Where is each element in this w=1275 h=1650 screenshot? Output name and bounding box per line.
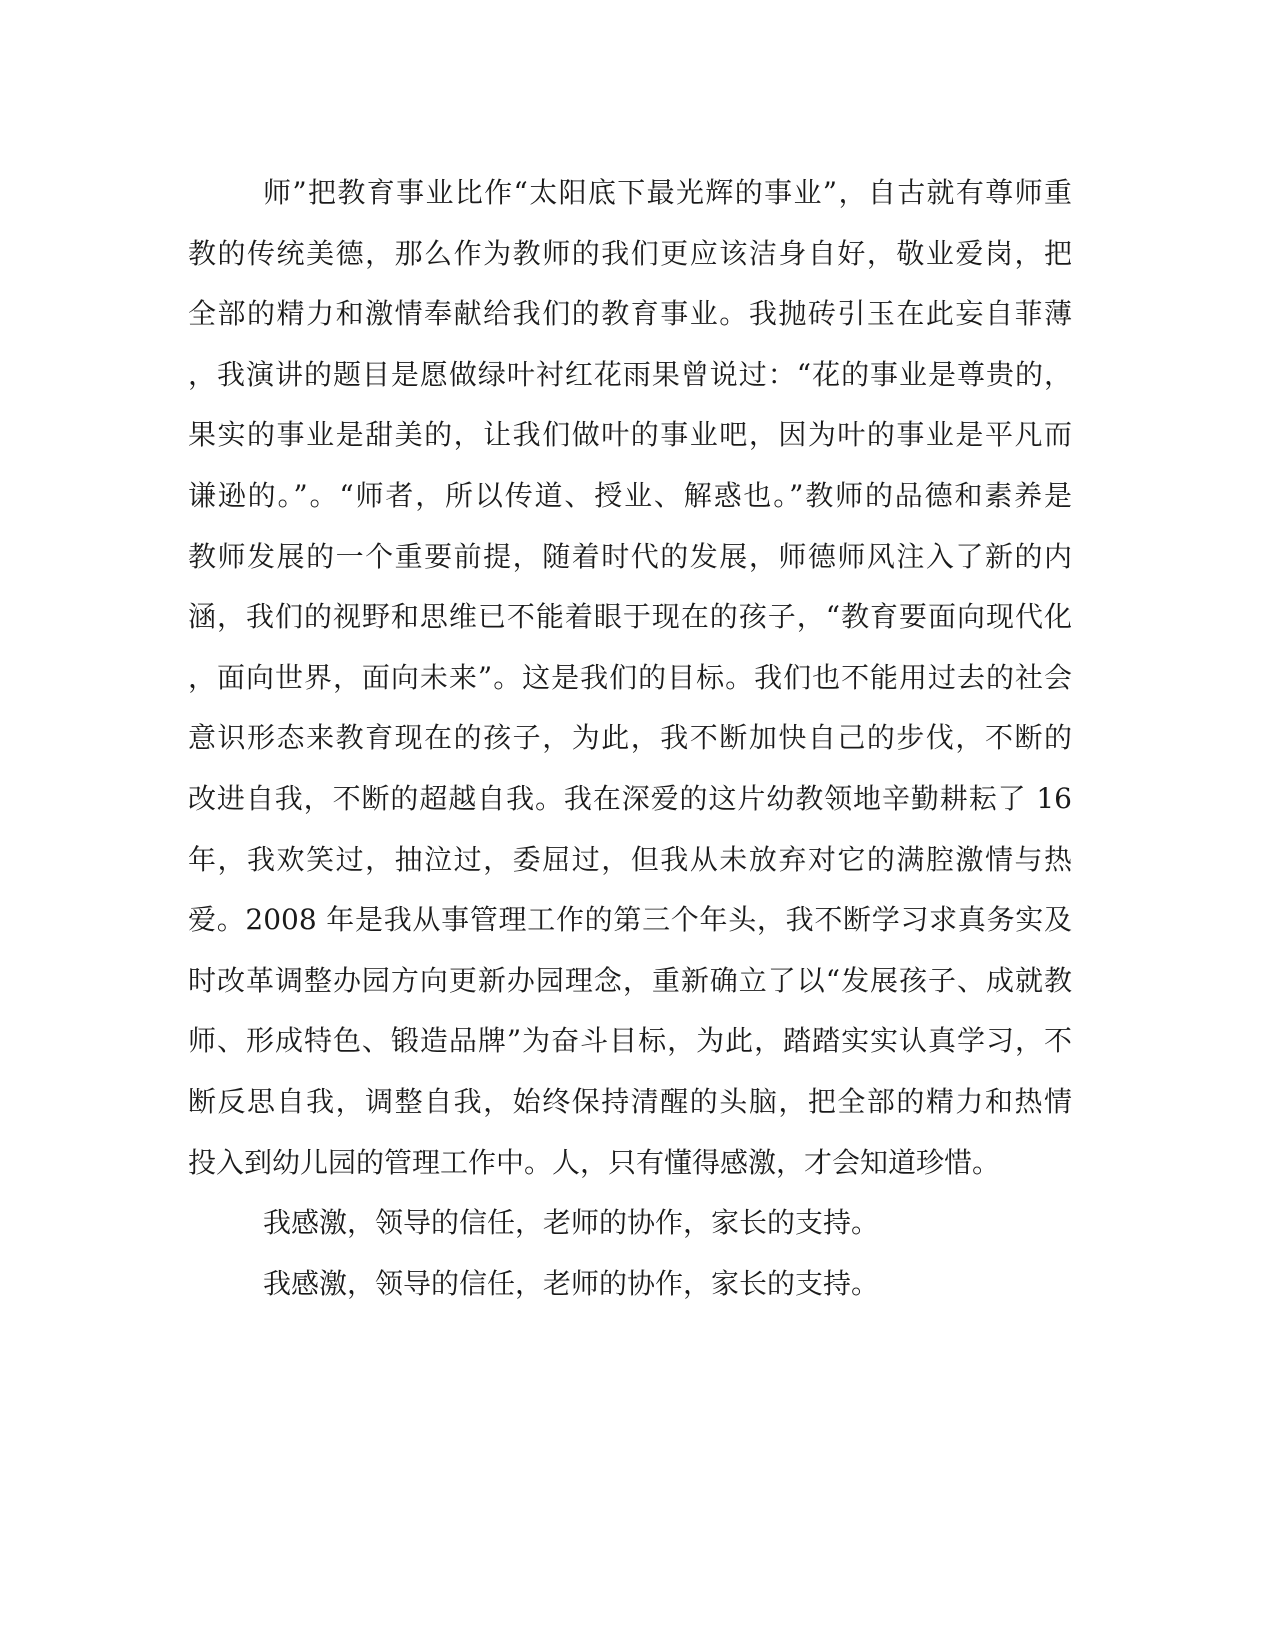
body-text <box>188 163 1072 1314</box>
text-line: 教的传统美德，那么作为教师的我们更应该洁身自好，敬业爱岗，把 <box>188 236 1072 270</box>
text-line: ，我演讲的题目是愿做绿叶衬红花雨果曾说过：“花的事业是尊贵的， <box>188 357 1072 391</box>
text-line: 涵，我们的视野和思维已不能着眼于现在的孩子，“教育要面向现代化 <box>188 600 1072 634</box>
text-line: 师”把教育事业比作“太阳底下最光辉的事业”，自古就有尊师重 <box>263 176 1072 209</box>
text-line: 教师发展的一个重要前提，随着时代的发展，师德师风注入了新的内 <box>188 539 1072 573</box>
text-line: 师、形成特色、锻造品牌”为奋斗目标，为此，踏踏实实认真学习，不 <box>188 1024 1072 1058</box>
text-line: 我感激，领导的信任，老师的协作，家长的支持。 <box>263 1206 880 1240</box>
text-line: 时改革调整办园方向更新办园理念，重新确立了以“发展孩子、成就教 <box>188 963 1072 997</box>
text-line: ，面向世界，面向未来”。这是我们的目标。我们也不能用过去的社会 <box>188 660 1072 694</box>
text-line: 我感激，领导的信任，老师的协作，家长的支持。 <box>263 1266 880 1300</box>
text-line: 投入到幼儿园的管理工作中。人，只有懂得感激，才会知道珍惜。 <box>188 1145 1001 1179</box>
text-line: 断反思自我，调整自我，始终保持清醒的头脑，把全部的精力和热情 <box>188 1084 1072 1118</box>
text-line: 意识形态来教育现在的孩子，为此，我不断加快自己的步伐，不断的 <box>188 721 1072 755</box>
text-line: 改进自我，不断的超越自我。我在深爱的这片幼教领地辛勤耕耘了 16 <box>188 781 1072 815</box>
text-line: 谦逊的。”。“师者，所以传道、授业、解惑也。”教师的品德和素养是 <box>188 478 1072 512</box>
text-line: 全部的精力和激情奉献给我们的教育事业。我抛砖引玉在此妄自菲薄 <box>188 297 1072 331</box>
text-line: 爱。2008 年是我从事管理工作的第三个年头，我不断学习求真务实及 <box>188 903 1072 937</box>
text-line: 果实的事业是甜美的，让我们做叶的事业吧，因为叶的事业是平凡而 <box>188 418 1072 452</box>
text-line: 年，我欢笑过，抽泣过，委屈过，但我从未放弃对它的满腔激情与热 <box>188 842 1072 876</box>
